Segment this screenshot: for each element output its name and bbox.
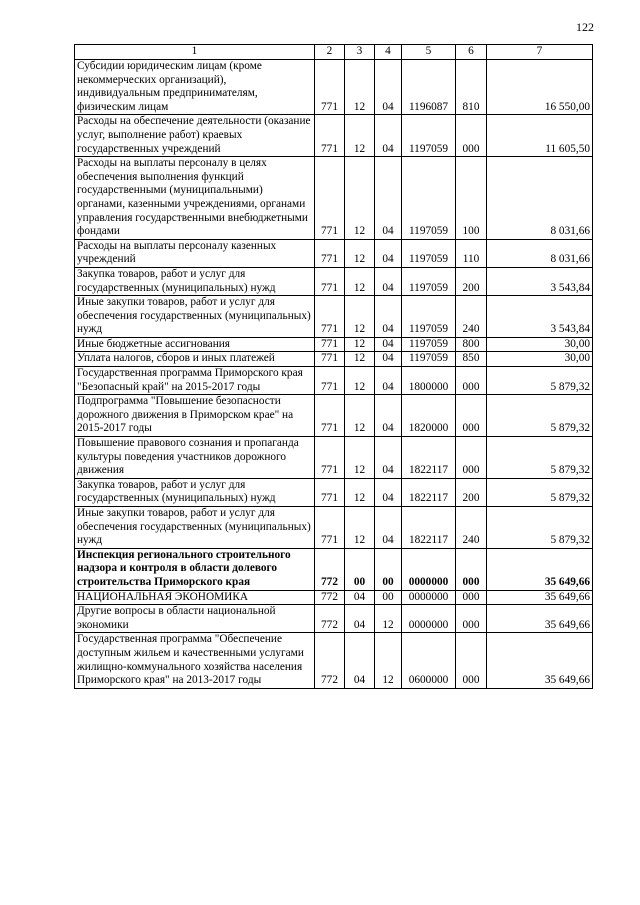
item-name-cell: Расходы на выплаты персоналу казенных учреждений [75, 239, 315, 267]
table-row [75, 115, 593, 157]
ministry-code-cell: 771 [315, 507, 345, 549]
target-article-cell: 1197059 [402, 337, 456, 352]
ministry-code-cell: 771 [315, 367, 345, 395]
amount-cell: 16 550,00 [487, 60, 593, 115]
item-name-cell: Закупка товаров, работ и услуг для государственных (муниципальных) нужд [75, 267, 315, 295]
section-code-cell: 12 [345, 157, 375, 240]
page-number: 122 [576, 20, 594, 34]
section-code-cell: 12 [345, 115, 375, 157]
table-row [75, 239, 593, 267]
item-name-cell: Повышение правового сознания и пропаганда культуры поведения участников дорожного движения [75, 437, 315, 479]
section-code-cell: 12 [345, 507, 375, 549]
table-row [75, 548, 593, 590]
subsection-code-cell: 04 [375, 157, 402, 240]
subsection-code-cell: 04 [375, 507, 402, 549]
amount-cell: 3 543,84 [487, 267, 593, 295]
item-name-cell: Субсидии юридическим лицам (кроме некоммерческих организаций), индивидуальным предпринимателям, физическим лицам [75, 60, 315, 115]
subsection-code-cell: 04 [375, 296, 402, 338]
subsection-code-cell: 04 [375, 367, 402, 395]
section-code-cell: 12 [345, 239, 375, 267]
section-code-cell: 12 [345, 437, 375, 479]
target-article-cell: 1800000 [402, 367, 456, 395]
ministry-code-cell: 771 [315, 337, 345, 352]
target-article-cell: 1822117 [402, 478, 456, 506]
subsection-code-cell: 04 [375, 337, 402, 352]
amount-cell: 30,00 [487, 352, 593, 367]
expense-type-cell: 240 [456, 507, 487, 549]
section-code-cell: 12 [345, 267, 375, 295]
ministry-code-cell: 771 [315, 296, 345, 338]
target-article-cell: 1197059 [402, 296, 456, 338]
item-name-cell: Уплата налогов, сборов и иных платежей [75, 352, 315, 367]
ministry-code-cell: 772 [315, 548, 345, 590]
subsection-code-cell: 04 [375, 60, 402, 115]
table-row [75, 590, 593, 605]
ministry-code-cell: 771 [315, 239, 345, 267]
table-row [75, 633, 593, 688]
amount-cell: 8 031,66 [487, 157, 593, 240]
target-article-cell: 1197059 [402, 157, 456, 240]
target-article-cell: 1197059 [402, 115, 456, 157]
expense-type-cell: 200 [456, 478, 487, 506]
ministry-code-cell: 771 [315, 352, 345, 367]
amount-cell: 30,00 [487, 337, 593, 352]
amount-cell: 11 605,50 [487, 115, 593, 157]
target-article-cell: 0600000 [402, 633, 456, 688]
expense-type-cell: 000 [456, 395, 487, 437]
table-row [75, 437, 593, 479]
amount-cell: 5 879,32 [487, 395, 593, 437]
header-row [75, 45, 593, 60]
ministry-code-cell: 771 [315, 395, 345, 437]
table-row [75, 60, 593, 115]
table-row [75, 267, 593, 295]
item-name-cell: Расходы на обеспечение деятельности (оказание услуг, выполнение работ) краевых государственных учреждений [75, 115, 315, 157]
ministry-code-cell: 772 [315, 633, 345, 688]
section-code-cell: 12 [345, 337, 375, 352]
item-name-cell: Расходы на выплаты персоналу в целях обеспечения выполнения функций государственными (муниципальными) органами, казенными учреждениями, органами управления государственными внебюджетными фондами [75, 157, 315, 240]
item-name-cell: Инспекция регионального строительного надзора и контроля в области долевого строительства Приморского края [75, 548, 315, 590]
item-name-cell: Иные бюджетные ассигнования [75, 337, 315, 352]
subsection-code-cell: 04 [375, 437, 402, 479]
subsection-code-cell: 04 [375, 395, 402, 437]
expense-type-cell: 000 [456, 548, 487, 590]
budget-table [74, 44, 593, 689]
target-article-cell: 1197059 [402, 239, 456, 267]
target-article-cell: 0000000 [402, 548, 456, 590]
subsection-code-cell: 04 [375, 478, 402, 506]
header-cell-4: 4 [375, 45, 402, 60]
expense-type-cell: 850 [456, 352, 487, 367]
subsection-code-cell: 04 [375, 115, 402, 157]
item-name-cell: НАЦИОНАЛЬНАЯ ЭКОНОМИКА [75, 590, 315, 605]
table-row [75, 337, 593, 352]
amount-cell: 5 879,32 [487, 367, 593, 395]
header-cell-7: 7 [487, 45, 593, 60]
item-name-cell: Другие вопросы в области национальной экономики [75, 605, 315, 633]
item-name-cell: Закупка товаров, работ и услуг для государственных (муниципальных) нужд [75, 478, 315, 506]
subsection-code-cell: 00 [375, 590, 402, 605]
header-cell-6: 6 [456, 45, 487, 60]
amount-cell: 8 031,66 [487, 239, 593, 267]
section-code-cell: 12 [345, 296, 375, 338]
table-row [75, 367, 593, 395]
table-row [75, 157, 593, 240]
amount-cell: 35 649,66 [487, 590, 593, 605]
section-code-cell: 12 [345, 352, 375, 367]
subsection-code-cell: 12 [375, 605, 402, 633]
section-code-cell: 04 [345, 605, 375, 633]
table-row [75, 478, 593, 506]
expense-type-cell: 810 [456, 60, 487, 115]
ministry-code-cell: 772 [315, 590, 345, 605]
table-row [75, 296, 593, 338]
amount-cell: 5 879,32 [487, 478, 593, 506]
item-name-cell: Иные закупки товаров, работ и услуг для обеспечения государственных (муниципальных) нужд [75, 507, 315, 549]
header-cell-2: 2 [315, 45, 345, 60]
section-code-cell: 04 [345, 590, 375, 605]
amount-cell: 3 543,84 [487, 296, 593, 338]
table-row [75, 395, 593, 437]
expense-type-cell: 000 [456, 115, 487, 157]
target-article-cell: 1197059 [402, 267, 456, 295]
subsection-code-cell: 12 [375, 633, 402, 688]
ministry-code-cell: 771 [315, 437, 345, 479]
subsection-code-cell: 04 [375, 267, 402, 295]
subsection-code-cell: 04 [375, 352, 402, 367]
section-code-cell: 12 [345, 60, 375, 115]
table-row [75, 507, 593, 549]
section-code-cell: 04 [345, 633, 375, 688]
header-cell-3: 3 [345, 45, 375, 60]
table-row [75, 605, 593, 633]
expense-type-cell: 110 [456, 239, 487, 267]
item-name-cell: Иные закупки товаров, работ и услуг для обеспечения государственных (муниципальных) нужд [75, 296, 315, 338]
expense-type-cell: 200 [456, 267, 487, 295]
target-article-cell: 0000000 [402, 590, 456, 605]
section-code-cell: 00 [345, 548, 375, 590]
amount-cell: 35 649,66 [487, 633, 593, 688]
expense-type-cell: 000 [456, 633, 487, 688]
expense-type-cell: 000 [456, 437, 487, 479]
target-article-cell: 1822117 [402, 437, 456, 479]
amount-cell: 35 649,66 [487, 548, 593, 590]
expense-type-cell: 000 [456, 590, 487, 605]
expense-type-cell: 000 [456, 605, 487, 633]
target-article-cell: 1822117 [402, 507, 456, 549]
ministry-code-cell: 771 [315, 267, 345, 295]
amount-cell: 5 879,32 [487, 437, 593, 479]
table-row [75, 352, 593, 367]
ministry-code-cell: 771 [315, 60, 345, 115]
section-code-cell: 12 [345, 478, 375, 506]
ministry-code-cell: 772 [315, 605, 345, 633]
expense-type-cell: 000 [456, 367, 487, 395]
header-cell-5: 5 [402, 45, 456, 60]
subsection-code-cell: 04 [375, 239, 402, 267]
expense-type-cell: 800 [456, 337, 487, 352]
item-name-cell: Подпрограмма "Повышение безопасности дорожного движения в Приморском крае" на 2015-2017 годы [75, 395, 315, 437]
amount-cell: 5 879,32 [487, 507, 593, 549]
section-code-cell: 12 [345, 395, 375, 437]
expense-type-cell: 100 [456, 157, 487, 240]
section-code-cell: 12 [345, 367, 375, 395]
amount-cell: 35 649,66 [487, 605, 593, 633]
expense-type-cell: 240 [456, 296, 487, 338]
target-article-cell: 1820000 [402, 395, 456, 437]
subsection-code-cell: 00 [375, 548, 402, 590]
target-article-cell: 1197059 [402, 352, 456, 367]
ministry-code-cell: 771 [315, 478, 345, 506]
item-name-cell: Государственная программа "Обеспечение доступным жильем и качественными услугами жилищно-коммунального хозяйства населения Приморского края" на 2013-2017 годы [75, 633, 315, 688]
ministry-code-cell: 771 [315, 157, 345, 240]
ministry-code-cell: 771 [315, 115, 345, 157]
header-cell-1: 1 [75, 45, 315, 60]
target-article-cell: 1196087 [402, 60, 456, 115]
item-name-cell: Государственная программа Приморского края "Безопасный край" на 2015-2017 годы [75, 367, 315, 395]
target-article-cell: 0000000 [402, 605, 456, 633]
